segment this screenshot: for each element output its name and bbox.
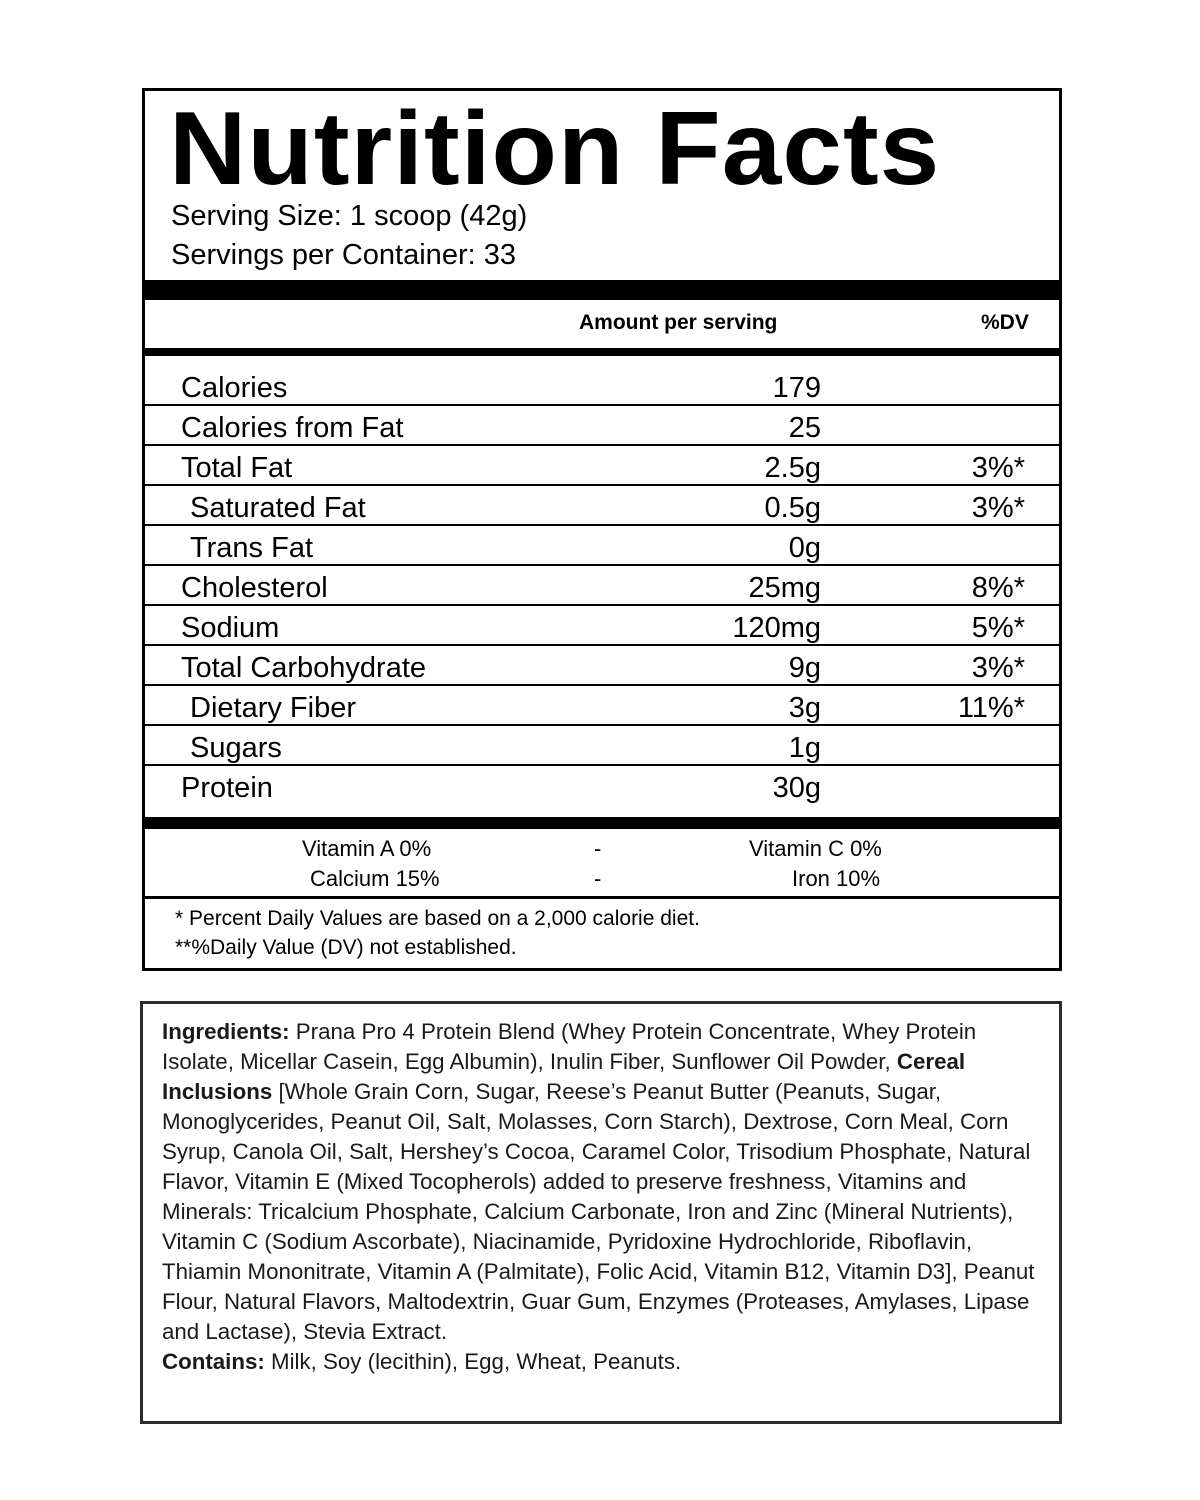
nutrient-row — [145, 526, 1059, 566]
amount-per-serving-header: Amount per serving — [579, 311, 778, 334]
nutrient-amount: 25 — [788, 412, 821, 444]
nutrient-row — [145, 686, 1059, 726]
nutrient-label: Sodium — [181, 612, 280, 644]
nutrient-amount: 9g — [788, 652, 821, 684]
nutrient-daily-value: 5%* — [971, 612, 1025, 644]
nutrient-daily-value: 11%* — [957, 692, 1025, 724]
nutrient-daily-value: 3%* — [971, 452, 1025, 484]
vitamin-separator: - — [594, 866, 602, 891]
nutrient-row — [145, 486, 1059, 526]
nutrient-row — [145, 726, 1059, 766]
footnote-daily-values: * Percent Daily Values are based on a 2,000 calorie diet. — [175, 907, 700, 930]
footnote-dv-not-established: **%Daily Value (DV) not established. — [175, 936, 517, 959]
vitamin-separator: - — [594, 836, 602, 861]
ingredients-label: Ingredients: — [162, 1019, 290, 1044]
vitamin-c: Vitamin C 0% — [749, 836, 882, 861]
nutrient-label: Cholesterol — [181, 572, 328, 604]
nutrient-daily-value: 3%* — [971, 492, 1025, 524]
thick-divider — [145, 280, 1059, 300]
nutrient-row — [145, 566, 1059, 606]
ingredients-list-part-2: [Whole Grain Corn, Sugar, Reese’s Peanut Butter (Peanuts, Sugar, Monoglycerides, Peanut Oil, Salt, Molasses, Corn Starch), Dextrose, Corn Meal, Corn Syrup, Canola Oil, Salt, Hershey’s Cocoa, Caramel Color, Trisodium Phosphate, Natural Flavor, Vitamin E (Mixed Tocopherols) added to preserve freshness, Vitamins and Minerals: Tricalcium Phosphate, Calcium Carbonate, Iron and Zinc (Mineral Nutrients), Vitamin C (Sodium Ascorbate), Niacinamide, Pyridoxine Hydrochloride, Riboflavin, Thiamin Mononitrate, Vitamin A (Palmitate), Folic Acid, Vitamin B12, Vitamin D3], Peanut Flour, Natural Flavors, Maltodextrin, Guar Gum, Enzymes (Proteases, Amylases, Lipase and Lactase), Stevia Extract. — [162, 1079, 1035, 1344]
nutrient-amount: 0.5g — [764, 492, 821, 524]
ingredients-box — [140, 1001, 1062, 1424]
nutrition-facts-title: Nutrition Facts — [169, 91, 941, 207]
nutrient-row — [145, 406, 1059, 446]
thick-divider — [145, 817, 1059, 829]
nutrient-label: Calories — [181, 372, 288, 404]
nutrient-amount: 25mg — [748, 572, 821, 604]
nutrient-label: Protein — [181, 772, 273, 804]
nutrient-row — [145, 366, 1059, 406]
calcium: Calcium 15% — [310, 866, 440, 891]
nutrient-label: Calories from Fat — [181, 412, 404, 444]
ingredients-text — [162, 1017, 1042, 1377]
nutrient-daily-value: 3%* — [971, 652, 1025, 684]
serving-size: Serving Size: 1 scoop (42g) — [171, 200, 528, 232]
footnote-divider — [145, 896, 1059, 899]
nutrient-label: Trans Fat — [190, 532, 314, 564]
nutrient-amount: 30g — [772, 772, 821, 804]
nutrient-row — [145, 446, 1059, 486]
nutrient-amount: 0g — [788, 532, 821, 564]
nutrient-row — [145, 646, 1059, 686]
cereal-inclusions-label: Cereal Inclusions — [162, 1049, 966, 1104]
iron: Iron 10% — [792, 866, 881, 891]
servings-per-container: Servings per Container: 33 — [171, 239, 516, 271]
nutrient-row — [145, 606, 1059, 646]
ingredients-list-part-1: Prana Pro 4 Protein Blend (Whey Protein Concentrate, Whey Protein Isolate, Micellar Casein, Egg Albumin), Inulin Fiber, Sunflower Oil Powder, — [162, 1019, 977, 1074]
nutrient-row — [145, 766, 1059, 806]
nutrient-amount: 1g — [788, 732, 821, 764]
nutrient-label: Saturated Fat — [190, 492, 366, 524]
header-divider — [145, 348, 1059, 356]
daily-value-header: %DV — [981, 311, 1029, 334]
nutrient-amount: 3g — [788, 692, 821, 724]
nutrient-amount: 179 — [772, 372, 821, 404]
nutrition-facts-panel — [142, 88, 1062, 971]
contains-label: Contains: — [162, 1349, 265, 1374]
nutrient-amount: 120mg — [732, 612, 821, 644]
nutrient-amount: 2.5g — [764, 452, 821, 484]
nutrient-label: Dietary Fiber — [190, 692, 356, 724]
vitamin-a: Vitamin A 0% — [302, 836, 432, 861]
nutrient-label: Sugars — [190, 732, 282, 764]
nutrient-label: Total Fat — [181, 452, 293, 484]
nutrient-label: Total Carbohydrate — [181, 652, 427, 684]
contains-text: Milk, Soy (lecithin), Egg, Wheat, Peanuts. — [264, 1349, 682, 1374]
nutrient-daily-value: 8%* — [971, 572, 1025, 604]
